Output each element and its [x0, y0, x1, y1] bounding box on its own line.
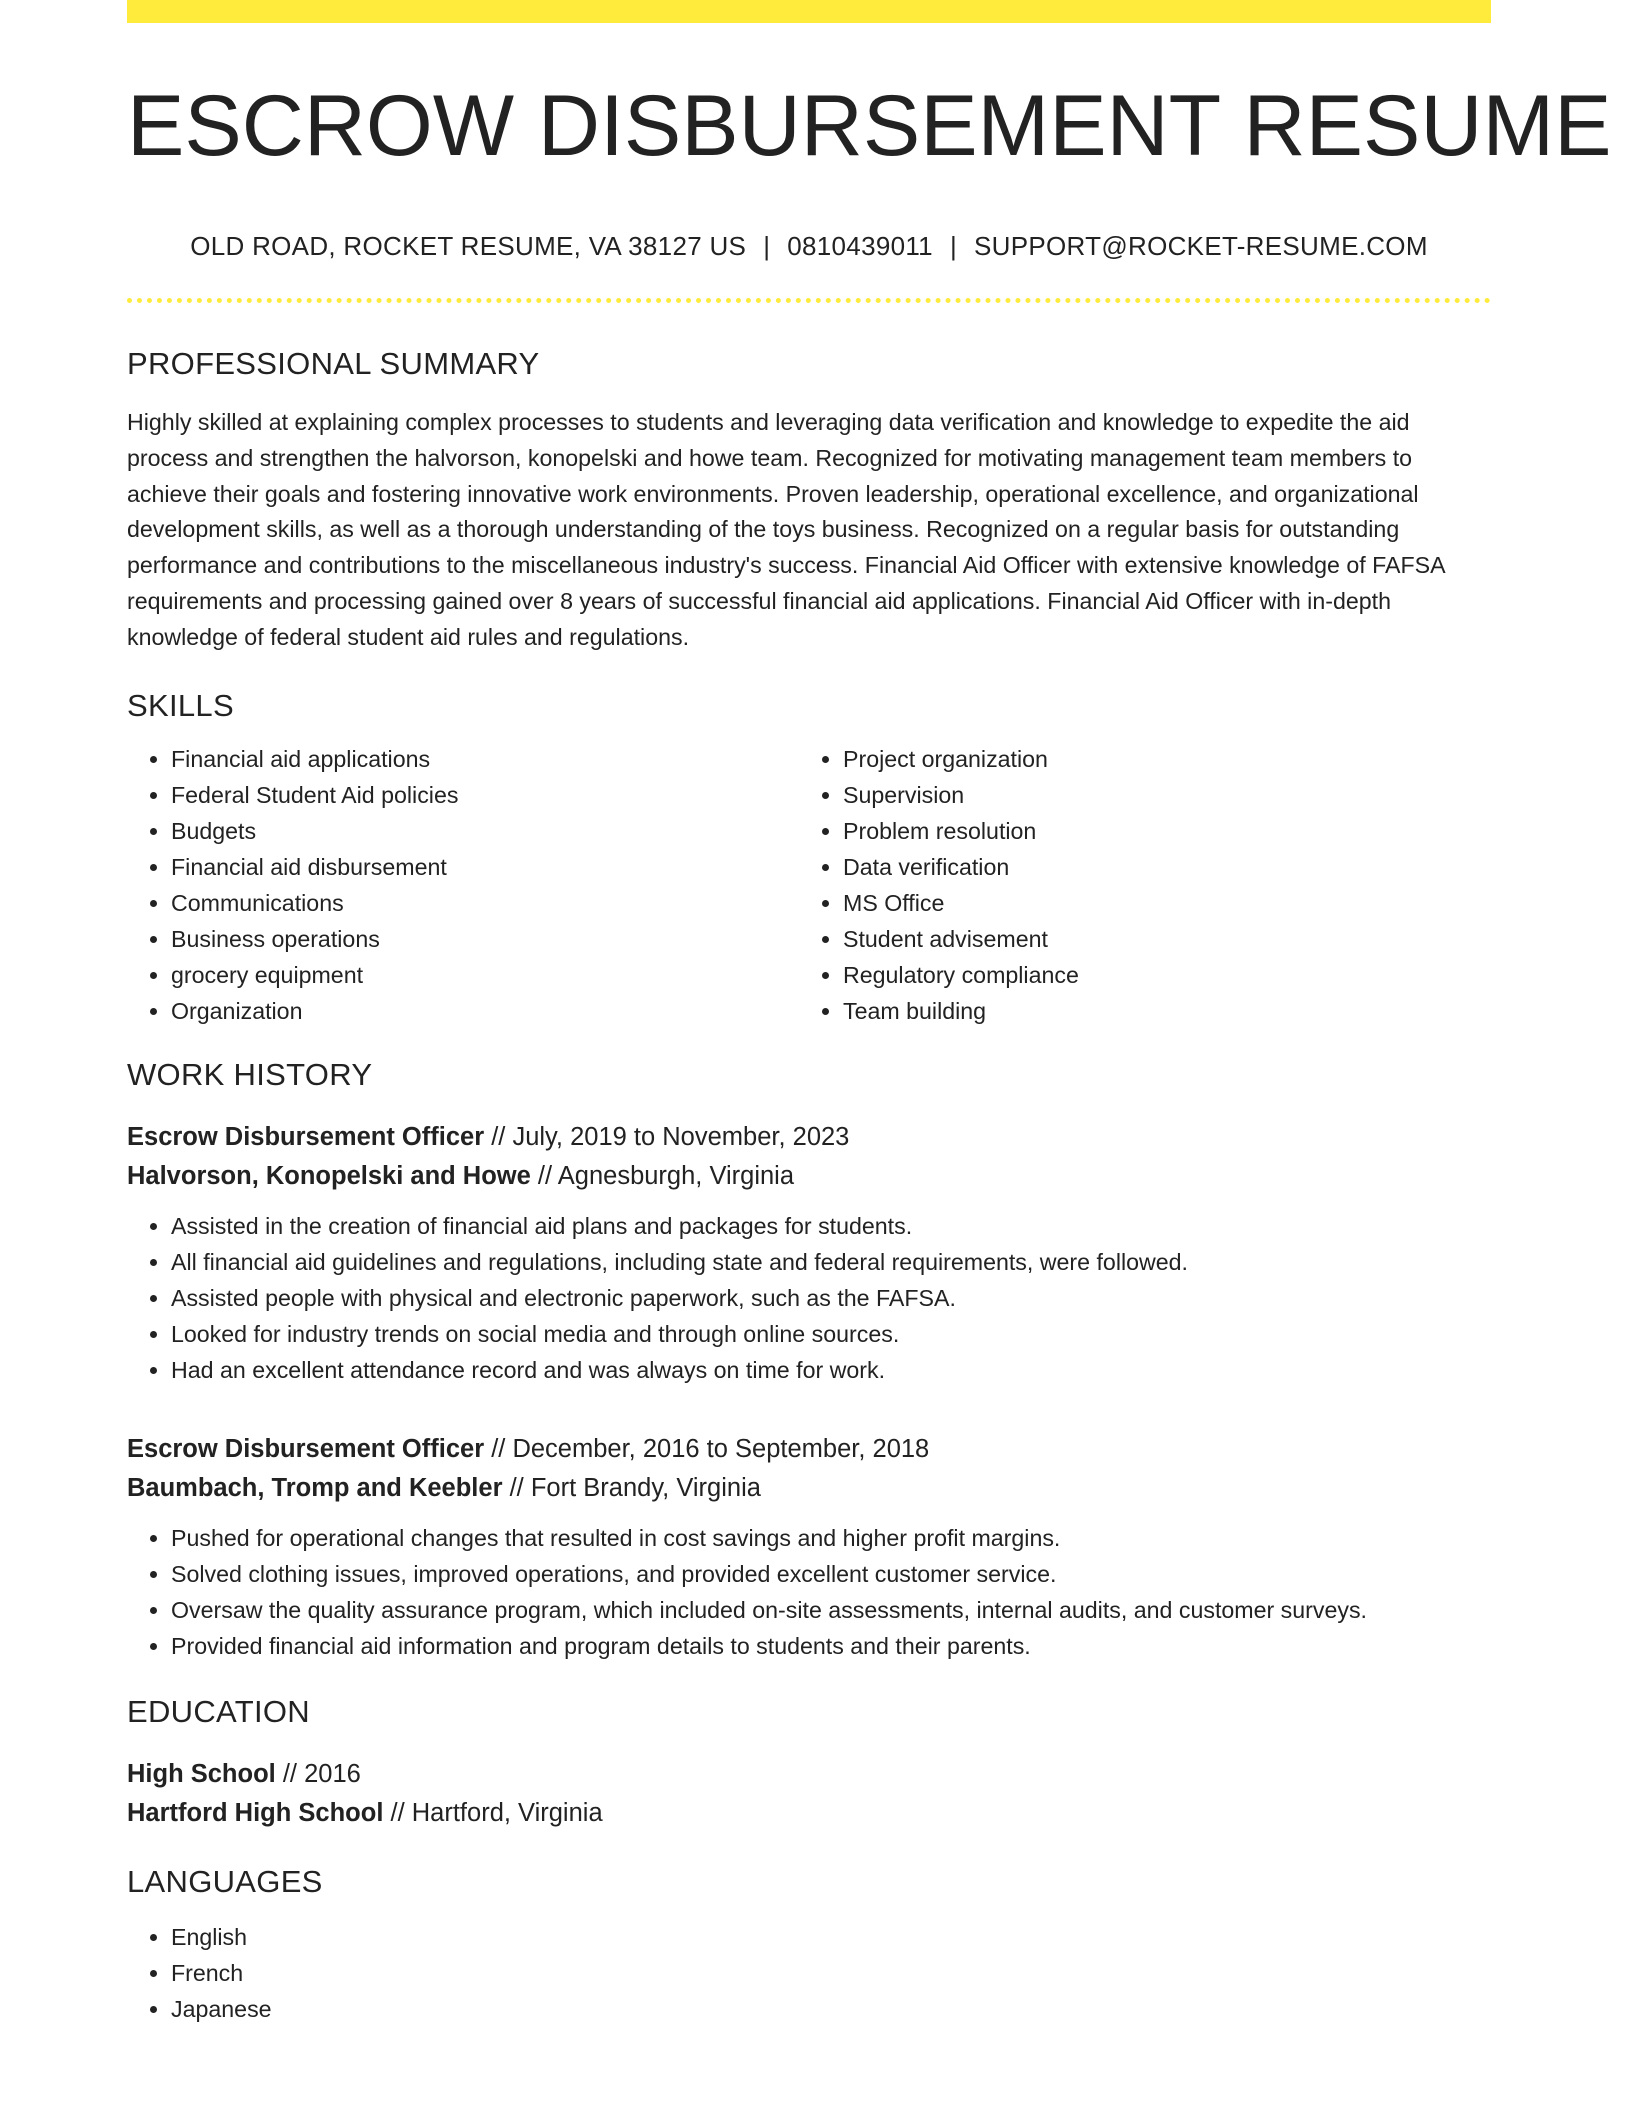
resume-title: ESCROW DISBURSEMENT RESUME: [127, 78, 1612, 174]
skill-item: • Problem resolution: [843, 813, 1471, 849]
contact-phone: 0810439011: [787, 231, 933, 261]
job-dates: // July, 2019 to November, 2023: [484, 1122, 850, 1151]
job-bullets: [127, 1520, 1491, 1664]
skill-item: • Team building: [843, 993, 1471, 1029]
education-year: // 2016: [275, 1759, 361, 1788]
skill-item: • Supervision: [843, 777, 1471, 813]
skills-columns: [127, 741, 1491, 1029]
job-company-line: [127, 1469, 1491, 1508]
job-role: Escrow Disbursement Officer: [127, 1434, 485, 1463]
job-bullets: [127, 1208, 1491, 1388]
top-accent-bar: [127, 0, 1491, 23]
education-school-line: [127, 1794, 1491, 1833]
skill-item: • Student advisement: [843, 921, 1471, 957]
dotted-divider: [127, 298, 1491, 303]
job-bullet: • Assisted people with physical and electronic paperwork, such as the FAFSA.: [171, 1280, 1491, 1316]
job-role: Escrow Disbursement Officer: [127, 1122, 485, 1151]
skill-item: • Data verification: [843, 849, 1471, 885]
skill-item: • Organization: [171, 993, 799, 1029]
job-bullet: • Looked for industry trends on social media and through online sources.: [171, 1316, 1491, 1352]
skill-item: • Budgets: [171, 813, 799, 849]
work-history-heading: WORK HISTORY: [127, 1056, 373, 1092]
job-dates: // December, 2016 to September, 2018: [484, 1434, 930, 1463]
skills-heading: SKILLS: [127, 687, 234, 723]
language-item: • Japanese: [171, 1991, 1491, 2027]
job-company-line: [127, 1157, 1491, 1196]
job-company: Halvorson, Konopelski and Howe: [127, 1161, 531, 1190]
job-location: // Agnesburgh, Virginia: [530, 1161, 795, 1190]
job-company: Baumbach, Tromp and Keebler: [127, 1473, 503, 1502]
languages-list: [127, 1919, 1491, 2027]
skill-item: • Financial aid disbursement: [171, 849, 799, 885]
contact-separator: |: [949, 231, 957, 261]
skills-list-left: [127, 741, 799, 1029]
job-bullet: • Solved clothing issues, improved operations, and provided excellent customer service.: [171, 1556, 1491, 1592]
job-title-line: [127, 1118, 1491, 1157]
skill-item: • Project organization: [843, 741, 1471, 777]
language-item: • English: [171, 1919, 1491, 1955]
job-entry: [127, 1118, 1491, 1388]
summary-text: Highly skilled at explaining complex processes to students and leveraging data verification and knowledge to expedite the aid process and strengthen the halvorson, konopelski and howe team. Recognized for motivating management team members to achieve their goals and fostering innovative work environments. Proven leadership, operational excellence, and organizational development skills, as well as a thorough understanding of the toys business. Recognized on a regular basis for outstanding performance and contributions to the miscellaneous industry's success. Financial Aid Officer with extensive knowledge of FAFSA requirements and processing gained over 8 years of successful financial aid applications. Financial Aid Officer with in-depth knowledge of federal student aid rules and regulations.: [127, 409, 1445, 650]
skill-item: • Regulatory compliance: [843, 957, 1471, 993]
job-entry: [127, 1430, 1491, 1664]
education-heading: EDUCATION: [127, 1693, 310, 1729]
skill-item: • MS Office: [843, 885, 1471, 921]
skill-item: • Federal Student Aid policies: [171, 777, 799, 813]
education-degree-line: [127, 1755, 1491, 1794]
education-entry: [127, 1755, 1491, 1833]
job-bullet: • All financial aid guidelines and regulations, including state and federal requirements, were followed.: [171, 1244, 1491, 1280]
education-location: // Hartford, Virginia: [383, 1798, 603, 1827]
job-bullet: • Provided financial aid information and program details to students and their parents.: [171, 1628, 1491, 1664]
resume-page: [127, 0, 1612, 2027]
skill-item: • Business operations: [171, 921, 799, 957]
language-item: • French: [171, 1955, 1491, 1991]
skill-item: • Financial aid applications: [171, 741, 799, 777]
skill-item: • Communications: [171, 885, 799, 921]
summary-heading: PROFESSIONAL SUMMARY: [127, 346, 540, 381]
contact-separator: |: [763, 231, 771, 261]
job-bullet: • Oversaw the quality assurance program, which included on-site assessments, internal audits, and customer surveys.: [171, 1592, 1491, 1628]
job-location: // Fort Brandy, Virginia: [502, 1473, 761, 1502]
job-title-line: [127, 1430, 1491, 1469]
job-bullet: • Assisted in the creation of financial aid plans and packages for students.: [171, 1208, 1491, 1244]
languages-heading: LANGUAGES: [127, 1863, 323, 1899]
job-bullet: • Pushed for operational changes that resulted in cost savings and higher profit margins.: [171, 1520, 1491, 1556]
job-bullet: • Had an excellent attendance record and was always on time for work.: [171, 1352, 1491, 1388]
skill-item: • grocery equipment: [171, 957, 799, 993]
contact-address: OLD ROAD, ROCKET RESUME, VA 38127 US: [190, 231, 747, 261]
education-degree: High School: [127, 1759, 276, 1788]
contact-email: SUPPORT@ROCKET-RESUME.COM: [974, 231, 1428, 261]
contact-line: [127, 231, 1491, 262]
education-school: Hartford High School: [127, 1798, 384, 1827]
skills-list-right: [799, 741, 1471, 1029]
